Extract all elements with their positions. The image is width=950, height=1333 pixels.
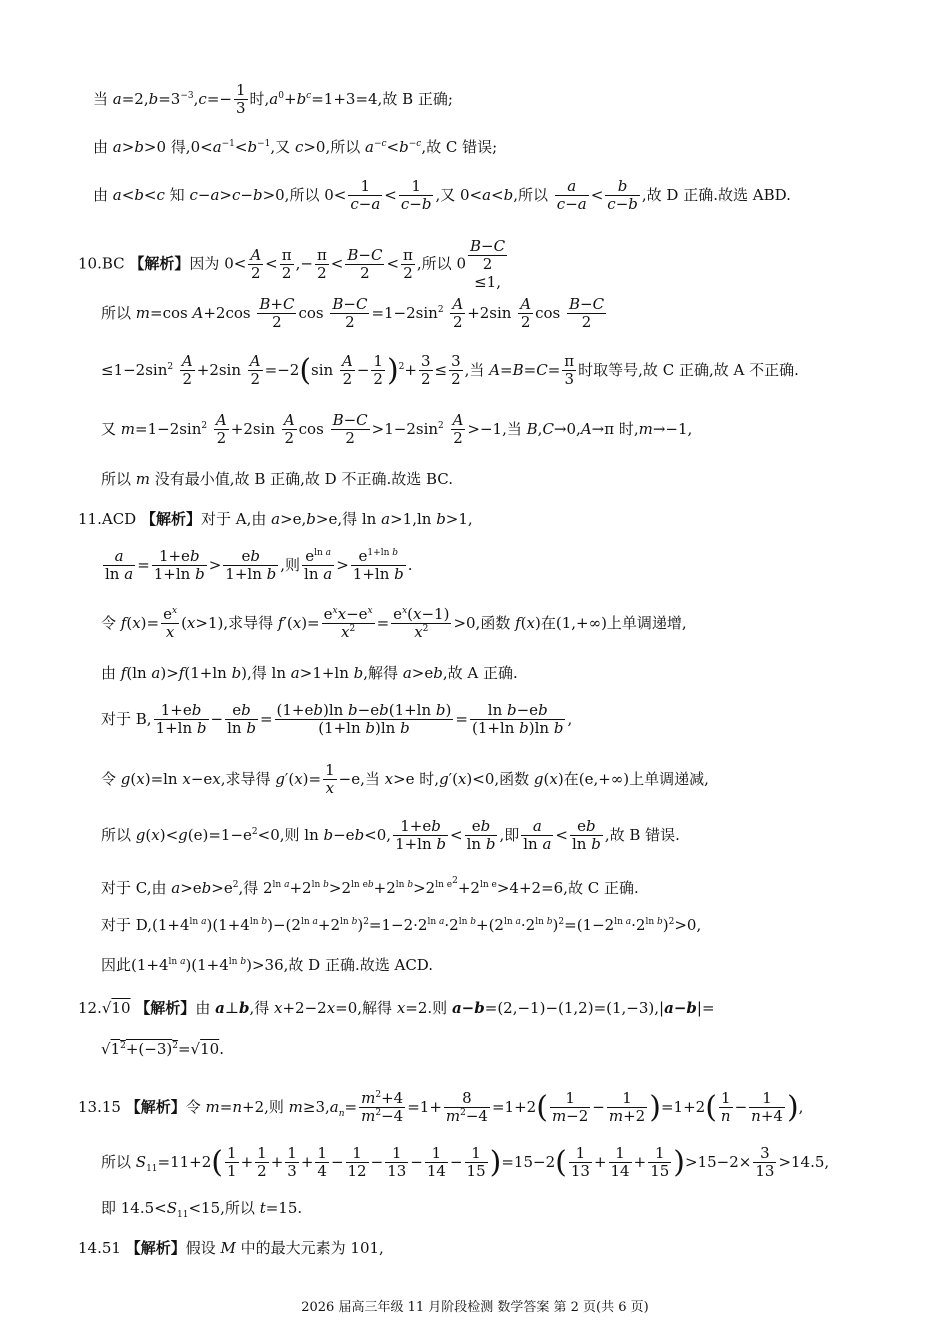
text-line-22: 所以 $S_{11}=11+2$( $\frac{1}{1}$ + $\frac{1}{2}$ + $\frac{1}{3}$ + $\frac{1}{4}$ − $\frac{1}{12}$ − $\frac{1}{13}$ − $\frac{1}{14}$ − $\frac{1}{15}$ )=15−2( $\frac{1}{13}$ + $\frac{1}{14}$ + $\frac{1}{15}$ )>15−2× $\frac{3}{13}$ >14.5, (101, 1144, 830, 1181)
text-line-14: 令 g(x)=ln x−ex,求导得 g′(x)= $\frac{1}{x}$ −e,当 x>e 时,g′(x)<0,函数 g(x)在(e,+∞)上单调递减, (101, 761, 709, 798)
text-line-10: $\frac{a}{\text{ln a}}$ = $\frac{1+eb}{\text{1+ln b}}$ > $\frac{eb}{\text{1+ln b}}$ ,则 $\frac{e^{ln a}}{\text{ln a}}$ > $\frac{e^{1+ln b}}{\text{1+ln b}}$ . (105, 547, 413, 584)
text-line-5: 所以 m=cos A+2cos $\frac{B+C}{2}$ cos $\frac{B-C}{2}$ $=1-2\sin^2$ $\frac{A}{2}$ +2sin $\frac{A}{2}$ cos $\frac{B-C}{2}$ (101, 295, 605, 332)
text-line-17: 对于 $D,(1+4^{ln a})(1+4^{ln b})-(2^{ln a}+2^{ln b})^2=1-2\cdot 2^{ln a}\cdot 2^{ln b}+(2^{ln a}\cdot 2^{ln b})^2=(1-2^{ln a}\cdot 2^{ln b})^2>0$, (101, 916, 702, 934)
text-line-11: 令 f(x)= $\frac{e^x}{x}$ (x>1),求导得 f′(x)= $\frac{e^xx-e^x}{x^2}$ = $\frac{e^x(x-1)}{x^2}$ >0,函数 f(x)在(1,+∞)上单调递增, (101, 605, 687, 642)
text-line-1: 当 $a=2,b=3^{-3},c=-$ $\frac{1}{3}$ 时$,a^0+b^c=1+3=4$,故 B 正确; (93, 81, 453, 118)
text-line-12: 由 f(ln a)>f(1+ln b),得 ln a>1+ln b,解得 a>eb,故 A 正确. (101, 664, 518, 682)
text-line-19: 12.√10 【解析】由 a⊥b,得 x+2−2x=0,解得 x=2.则 a−b=(2,−1)−(1,2)=(1,−3),|a−b|= (78, 999, 715, 1017)
text-line-2: 由 a>b>0 得$,0<a^{-1}<b^{-1}$,又 c>0,所以 $a^{-c}<b^{-c}$,故 C 错误; (93, 138, 498, 156)
text-line-15: 所以 $g(x)<g(e)=1-e^2<0$,则 ln b−eb<0, $\frac{1+eb}{\text{1+ln b}}$ < $\frac{eb}{\text{ln b}}$ ,即 $\frac{a}{\text{ln a}}$ < $\frac{eb}{\text{ln b}}$ ,故 B 错误. (101, 817, 680, 854)
text-line-3: 由 a<b<c 知 c−a>c−b>0,所以 0< $\frac{1}{c-a}$ < $\frac{1}{c-b}$ ,又 0<a<b,所以 $\frac{a}{c-a}$ < $\frac{b}{c-b}$ ,故 D 正确.故选 ABD. (93, 177, 791, 214)
text-line-23: 即 $14.5<S_{11}<15$,所以 t=15. (101, 1199, 303, 1220)
page-footer: 2026 届高三年级 11 月阶段检测 数学答案 第 2 页(共 6 页) (301, 1300, 649, 1315)
text-line-21: 13.15 【解析】令 m=n+2,则 $m\ge 3,a_n=$ $\frac{m^2+4}{m^2-4}$ =1+ $\frac{8}{m^2-4}$ =1+2( $\frac{1}{m-2}$ − $\frac{1}{m+2}$ )=1+2( $\frac{1}{n}$ − $\frac{1}{n+4}$ ), (78, 1089, 804, 1126)
text-line-18: 因此$(1+4^{ln a})(1+4^{ln b})>36$,故 D 正确.故选 ACD. (101, 956, 434, 974)
text-line-4: 10.BC 【解析】因为 0< $\frac{A}{2}$ < $\frac{\pi}{2}$ ,− $\frac{\pi}{2}$ < $\frac{B-C}{2}$ < $\frac{\pi}{2}$ ,所以 0 B−C 2 ≤1, (78, 237, 506, 291)
text-line-20: $√1^2+(-3)^2=√10$. (101, 1040, 224, 1058)
text-line-8: 所以 m 没有最小值,故 B 正确,故 D 不正确.故选 BC. (101, 470, 453, 488)
text-line-13: 对于 B, $\frac{1+eb}{\text{1+ln b}}$ − $\frac{eb}{\text{ln b}}$ = $\frac{\text{(1+eb)ln b−eb(1+ln b)}}{\text{(1+ln b)ln b}}$ = $\frac{\text{ln b−eb}}{\text{(1+ln b)ln b}}$ , (101, 701, 573, 738)
text-line-24: 14.51 【解析】假设 M 中的最大元素为 101, (78, 1239, 384, 1257)
text-line-7: 又 $m=1-2\sin^2$ $\frac{A}{2}$ +2sin $\frac{A}{2}$ cos $\frac{B-C}{2}$ $>1-2\sin^2$ $\frac{A}{2}$ >−1,当 B,C→0,A→π 时,m→−1, (101, 411, 693, 448)
text-line-16: 对于 C,由 $a>eb>e^2$,得 $2^{ln a}+2^{ln b}>2^{ln eb}+2^{ln b}>2^{ln e^2}+2^{ln e}>4+2=6$,故 C 正确. (101, 876, 639, 897)
text-line-9: 11.ACD 【解析】对于 A,由 a>e,b>e,得 ln a>1,ln b>1, (78, 510, 473, 528)
text-line-6: $\le 1-2\sin^2$ $\frac{A}{2}$ +2sin $\frac{A}{2}$ =−2(sin $\frac{A}{2}$ − $\frac{1}{2}$ )$^2$+ $\frac{3}{2}$ ≤ $\frac{3}{2}$ ,当 A=B=C= $\frac{\pi}{3}$ 时取等号,故 C 正确,故 A 不正确. (101, 352, 799, 389)
